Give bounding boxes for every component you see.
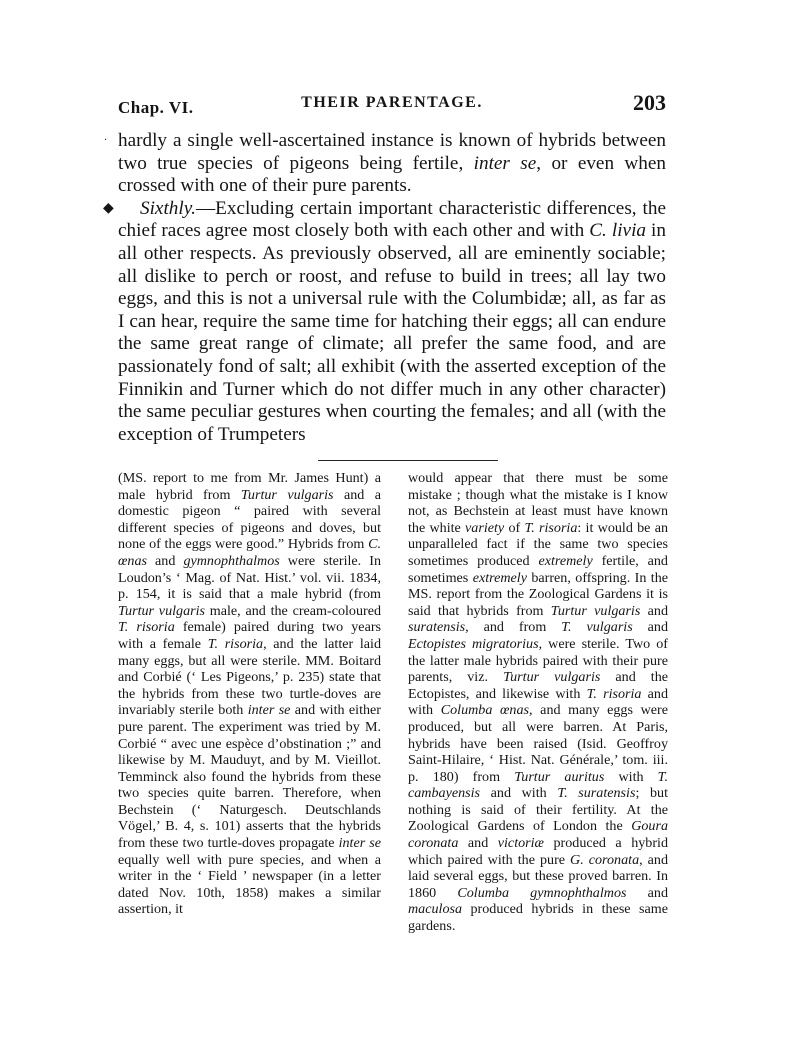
footnote-column-right (408, 470, 668, 935)
footnote-right-seg-6: fertile, and sometimes (408, 552, 668, 586)
footnote-left-seg-12: , and the latter laid many eggs, but all were sterile. MM. Boitard and Corbié (‘ Les Pigeons,’ p. 235) state that the hybrids from these two turtle-doves are invariably sterile both (118, 635, 381, 719)
footnote-right-seg-7: extremely (472, 569, 527, 586)
footnote-left-seg-14: and with either pure parent. The experiment was tried by M. Corbié “ avec une espèce d’obstination ;” and likewise by M. Mauduyt, and by M. Vieillot. Temminck also found the hybrids from these two species quite barren. Therefore, when Bechstein (‘ Naturgesch. Deutschlands Vögel,’ B. 4, s. 101) asserts that the hybrids from these two turtle-doves propagate (118, 702, 382, 852)
footnote-left-text (118, 470, 381, 918)
footnote-left-seg-3: C. œnas (118, 536, 381, 569)
footnote-right-seg-31: victoriæ (497, 835, 544, 852)
footnote-right-seg-18: and the Ectopistes, and likewise with (408, 669, 668, 702)
footnote-left-seg-10: female) paired during two years with a female (118, 619, 381, 652)
footnote-right-seg-13: T. vulgaris (561, 619, 633, 636)
footnote-right-seg-27: T. suratensis (557, 785, 636, 802)
main-body-text (118, 130, 666, 446)
footnote-right-seg-37: maculosa (408, 901, 463, 918)
footnote-right-seg-30: and (458, 835, 498, 852)
footnote-right-seg-24: with (604, 768, 658, 785)
p2-italic: C. livia (589, 220, 646, 242)
footnote-right-seg-17: Turtur vulgaris (503, 669, 601, 686)
p2-text-a: —Excluding certain important characteristic differences, the chief races agree most closely both with each other and with (118, 197, 666, 242)
footnote-right-seg-28: ; but nothing is said of their fertility. At the Zoological Gardens of London the (408, 785, 668, 835)
footnote-right-seg-9: Turtur vulgaris (550, 602, 641, 619)
p1-text: hardly a single well-ascertained instance is known of hybrids between two true species of pigeons being fertile, (118, 130, 666, 174)
page-number: 203 (633, 90, 666, 115)
footnote-left-seg-4: and (146, 552, 184, 569)
footnote-left-seg-6: were sterile. In Loudon’s ‘ Mag. of Nat. Hist.’ vol. vii. 1834, p. 154, it is said that a male hybrid (from (118, 552, 381, 603)
footnote-right-seg-1: variety (465, 519, 505, 536)
footnote-right-seg-15: Ectopistes migratorius (408, 635, 539, 652)
margin-pointer-mark: ◆ (103, 200, 114, 216)
running-header (118, 90, 666, 120)
footnote-left-seg-5: gymnophthalmos (183, 552, 280, 569)
footnote-right-seg-21: Columba œnas (440, 702, 530, 719)
footnote-right-seg-8: barren, offspring. In the MS. report from the Zoological Gardens it is said that hybrids from (408, 569, 668, 619)
footnote-right-seg-5: extremely (538, 552, 593, 569)
running-title: THEIR PARENTAGE. (301, 94, 483, 111)
footnote-left-seg-7: Turtur vulgaris (118, 602, 206, 619)
footnote-right-seg-12: , and from (465, 619, 562, 636)
footnote-left-seg-11: T. risoria (207, 635, 264, 652)
p1-end: , or even when crossed with one of their pure parents. (118, 152, 666, 197)
footnote-left-seg-8: male, and the cream-coloured (205, 602, 381, 619)
footnote-right-seg-10: and (640, 602, 669, 619)
footnote-right-seg-25: T. cambayensis (408, 768, 668, 802)
p2-lead: Sixthly. (140, 197, 196, 219)
footnote-left-seg-15: inter se (338, 835, 381, 852)
footnote-right-seg-23: Turtur auritus (514, 768, 605, 785)
p1-italic: inter se (473, 152, 537, 174)
footnote-left-seg-9: T. risoria (118, 619, 175, 636)
footnote-right-seg-29: Goura coronata (408, 818, 668, 852)
footnote-left-seg-13: inter se (247, 702, 291, 719)
footnote-right-seg-35: Columba gymnophthalmos (457, 884, 627, 901)
footnote-right-seg-3: T. risoria (524, 519, 578, 536)
paragraph-2 (118, 198, 666, 447)
p2-text-b: in all other respects. As previously observed, all are eminently sociable; all dislike to perch or roost, and refuse to build in trees; all lay two eggs, and this is not a universal rule with the Columbidæ; all, as far as I can hear, require the same time for hatching their eggs; all can endure the same great range of climate; all prefer the same food, and are passionately fond of salt; all exhibit (with the asserted exception of the Finnikin and Turner which do not differ much in any other character) the same peculiar gestures when courting the females; and all (with the exception of Trumpeters (118, 220, 666, 445)
footnote-right-seg-0: would appear that there must be some mistake ; though what the mistake is I know not, as Bechstein at least must have known the white (408, 470, 668, 536)
footnote-right-seg-14: and (632, 619, 668, 636)
footnote-right-seg-36: and (626, 884, 668, 901)
footnote-right-seg-20: and with (408, 685, 669, 719)
footnote-right-seg-11: suratensis (408, 619, 466, 636)
footnote-left-seg-1: Turtur vulgaris (240, 486, 334, 503)
footnote-right-seg-19: T. risoria (586, 685, 642, 702)
footnote-left-seg-2: and a domestic pigeon “ paired with several different species of pigeons and doves, but none of the eggs were good.” Hybrids from (118, 486, 382, 553)
footnote-left-seg-0: (MS. report to me from Mr. James Hunt) a male hybrid from (118, 470, 381, 503)
chapter-label: Chap. VI. (118, 98, 194, 117)
footnote-column-left (118, 470, 381, 918)
footnote-right-text (408, 470, 668, 935)
footnotes (118, 470, 669, 990)
footnote-separator-rule (318, 460, 498, 461)
footnote-right-seg-32: produced a hybrid which paired with the pure (408, 835, 669, 868)
footnote-right-seg-38: produced hybrids in these same gardens. (408, 901, 668, 935)
footnote-left-seg-16: equally well with pure species, and when a writer in the ‘ Field ’ newspaper (in a letter dated Nov. 10th, 1858) makes a similar assertion, it (118, 851, 381, 918)
footnote-right-seg-2: of (504, 519, 525, 536)
paragraph-1 (118, 130, 666, 198)
footnote-right-seg-22: , and many eggs were produced, but all were barren. At Paris, hybrids have been raised (Isid. Geoffroy Saint-Hilaire, ‘ Hist. Nat. Générale,’ tom. iii. p. 180) from (408, 702, 668, 785)
footnote-right-seg-4: : it would be an unparalleled fact if the same two species sometimes produced (408, 519, 668, 569)
footnote-right-seg-34: , and laid several eggs, but these proved barren. In 1860 (408, 851, 669, 901)
margin-dot-mark: · (104, 135, 108, 146)
footnote-right-seg-26: and with (480, 785, 558, 802)
footnote-right-seg-33: G. coronata (570, 851, 640, 868)
footnote-right-seg-16: , were sterile. Two of the latter male hybrids paired with their pure parents, viz. (408, 635, 668, 686)
